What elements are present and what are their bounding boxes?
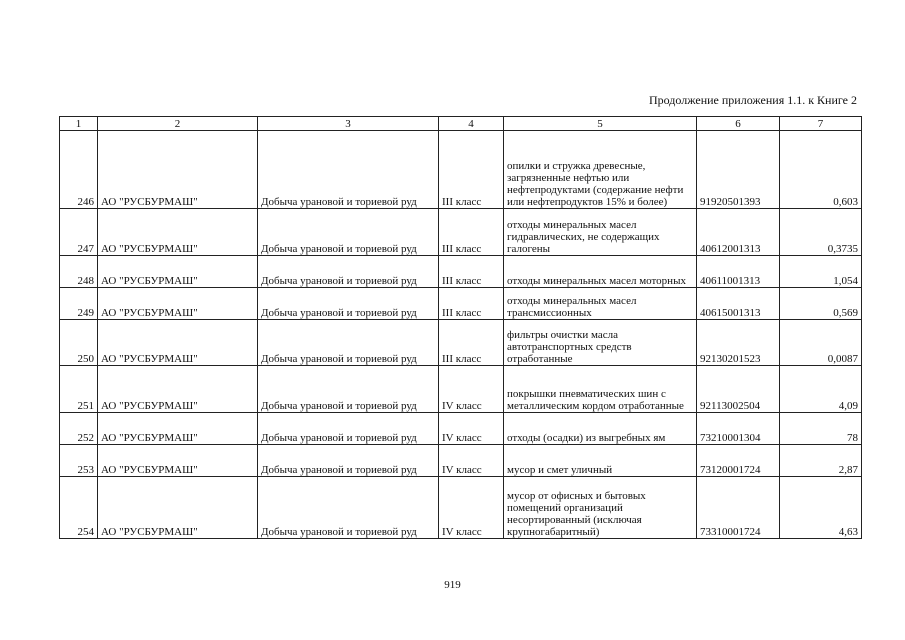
- waste-amount: 4,63: [780, 477, 862, 539]
- hazard-class: IV класс: [439, 413, 504, 445]
- table-row: [60, 445, 862, 477]
- organization: АО "РУСБУРМАШ": [98, 477, 258, 539]
- col-header-5: 5: [504, 117, 697, 131]
- waste-name: отходы (осадки) из выгребных ям: [504, 413, 697, 445]
- waste-amount: 0,0087: [780, 320, 862, 366]
- activity: Добыча урановой и ториевой руд: [258, 131, 439, 209]
- organization: АО "РУСБУРМАШ": [98, 131, 258, 209]
- activity: Добыча урановой и ториевой руд: [258, 413, 439, 445]
- hazard-class: III класс: [439, 131, 504, 209]
- waste-amount: 2,87: [780, 445, 862, 477]
- organization: АО "РУСБУРМАШ": [98, 320, 258, 366]
- organization: АО "РУСБУРМАШ": [98, 256, 258, 288]
- waste-name: отходы минеральных масел моторных: [504, 256, 697, 288]
- hazard-class: III класс: [439, 320, 504, 366]
- activity: Добыча урановой и ториевой руд: [258, 256, 439, 288]
- activity: Добыча урановой и ториевой руд: [258, 366, 439, 413]
- col-header-3: 3: [258, 117, 439, 131]
- activity: Добыча урановой и ториевой руд: [258, 288, 439, 320]
- waste-name: фильтры очистки масла автотранспортных средств отработанные: [504, 320, 697, 366]
- hazard-class: IV класс: [439, 445, 504, 477]
- waste-name: опилки и стружка древесные, загрязненные нефтью или нефтепродуктами (содержание нефти или нефтепродуктов 15% и более): [504, 131, 697, 209]
- row-number: 246: [60, 131, 98, 209]
- table-row: [60, 413, 862, 445]
- table-row: [60, 320, 862, 366]
- page-caption: Продолжение приложения 1.1. к Книге 2: [648, 93, 857, 107]
- activity: Добыча урановой и ториевой руд: [258, 445, 439, 477]
- row-number: 254: [60, 477, 98, 539]
- col-header-1: 1: [60, 117, 98, 131]
- activity: Добыча урановой и ториевой руд: [258, 477, 439, 539]
- waste-registry-table: [59, 116, 862, 539]
- row-number: 250: [60, 320, 98, 366]
- organization: АО "РУСБУРМАШ": [98, 445, 258, 477]
- organization: АО "РУСБУРМАШ": [98, 288, 258, 320]
- page-number: 919: [444, 579, 461, 591]
- waste-code: 92130201523: [697, 320, 780, 366]
- waste-name: покрышки пневматических шин с металлическим кордом отработанные: [504, 366, 697, 413]
- row-number: 249: [60, 288, 98, 320]
- waste-amount: 1,054: [780, 256, 862, 288]
- table-row: [60, 131, 862, 209]
- activity: Добыча урановой и ториевой руд: [258, 209, 439, 256]
- activity: Добыча урановой и ториевой руд: [258, 320, 439, 366]
- organization: АО "РУСБУРМАШ": [98, 366, 258, 413]
- organization: АО "РУСБУРМАШ": [98, 413, 258, 445]
- waste-code: 40615001313: [697, 288, 780, 320]
- waste-amount: 78: [780, 413, 862, 445]
- organization: АО "РУСБУРМАШ": [98, 209, 258, 256]
- waste-name: отходы минеральных масел трансмиссионных: [504, 288, 697, 320]
- waste-code: 73310001724: [697, 477, 780, 539]
- hazard-class: III класс: [439, 288, 504, 320]
- col-header-6: 6: [697, 117, 780, 131]
- waste-code: 92113002504: [697, 366, 780, 413]
- waste-code: 40611001313: [697, 256, 780, 288]
- row-number: 251: [60, 366, 98, 413]
- waste-amount: 0,3735: [780, 209, 862, 256]
- row-number: 253: [60, 445, 98, 477]
- header-row: [60, 117, 862, 131]
- waste-amount: 0,569: [780, 288, 862, 320]
- waste-amount: 0,603: [780, 131, 862, 209]
- table-row: [60, 209, 862, 256]
- waste-name: отходы минеральных масел гидравлических, не содержащих галогены: [504, 209, 697, 256]
- hazard-class: III класс: [439, 256, 504, 288]
- col-header-4: 4: [439, 117, 504, 131]
- hazard-class: IV класс: [439, 477, 504, 539]
- hazard-class: IV класс: [439, 366, 504, 413]
- waste-amount: 4,09: [780, 366, 862, 413]
- waste-code: 40612001313: [697, 209, 780, 256]
- col-header-2: 2: [98, 117, 258, 131]
- table-row: [60, 477, 862, 539]
- waste-code: 91920501393: [697, 131, 780, 209]
- waste-name: мусор и смет уличный: [504, 445, 697, 477]
- hazard-class: III класс: [439, 209, 504, 256]
- table-row: [60, 288, 862, 320]
- col-header-7: 7: [780, 117, 862, 131]
- waste-name: мусор от офисных и бытовых помещений организаций несортированный (исключая крупногабаритный): [504, 477, 697, 539]
- row-number: 252: [60, 413, 98, 445]
- row-number: 248: [60, 256, 98, 288]
- row-number: 247: [60, 209, 98, 256]
- waste-code: 73210001304: [697, 413, 780, 445]
- table-row: [60, 256, 862, 288]
- table-row: [60, 366, 862, 413]
- waste-code: 73120001724: [697, 445, 780, 477]
